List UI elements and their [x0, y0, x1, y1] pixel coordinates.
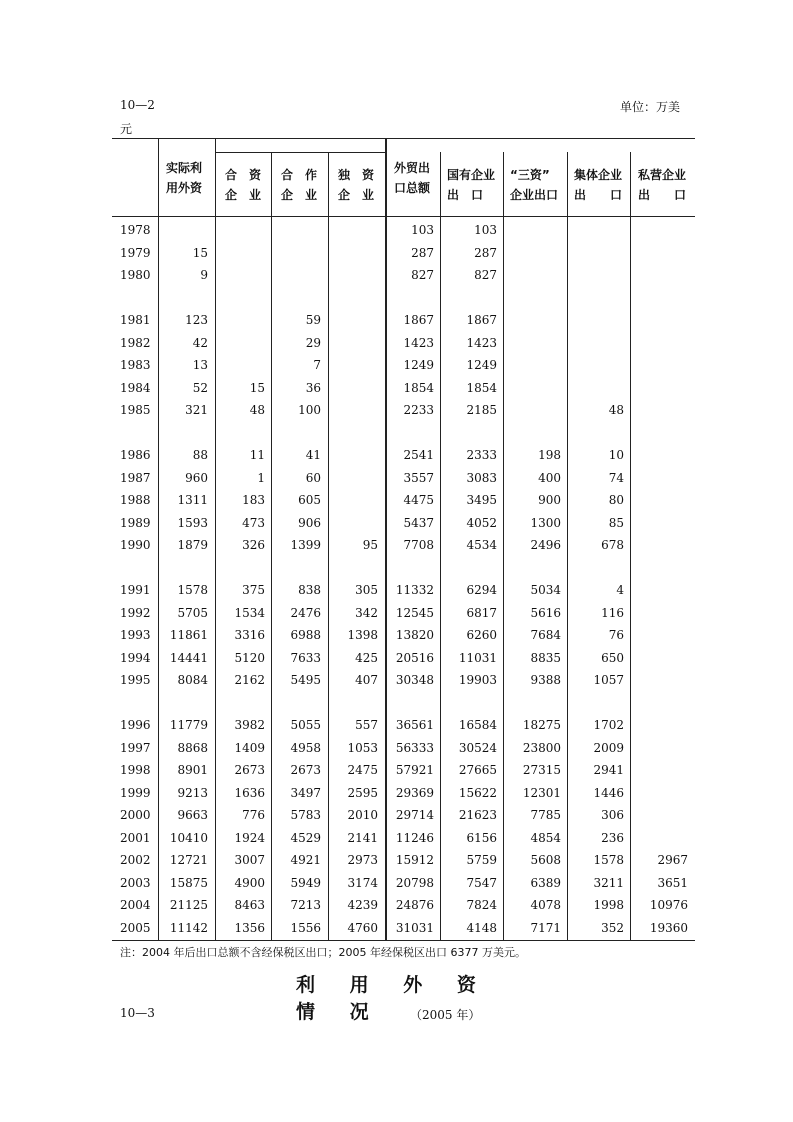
table-row [112, 492, 692, 508]
value-cell: 557 [355, 718, 378, 732]
value-cell: 3495 [466, 493, 497, 507]
value-cell: 6817 [466, 606, 497, 620]
table-footnote: 注：2004 年后出口总额不含经保税区出口；2005 年经保税区出口 6377 万美元。 [120, 946, 526, 959]
value-cell: 827 [411, 268, 434, 282]
value-cell: 400 [538, 471, 561, 485]
value-cell: 8835 [530, 651, 561, 665]
value-cell: 2967 [657, 853, 688, 867]
value-cell: 3557 [403, 471, 434, 485]
value-cell: 1924 [234, 831, 265, 845]
value-cell: 321 [185, 403, 208, 417]
value-cell: 4052 [466, 516, 497, 530]
value-cell: 198 [538, 448, 561, 462]
header-line: 出 口 [574, 188, 623, 202]
value-cell: 11142 [169, 921, 208, 935]
value-cell: 11246 [395, 831, 434, 845]
value-cell: 1578 [593, 853, 624, 867]
year-cell: 1985 [120, 403, 151, 417]
table-row [112, 267, 692, 283]
header-line: 合 资 [225, 168, 262, 182]
value-cell: 14441 [169, 651, 208, 665]
value-cell: 19903 [458, 673, 497, 687]
value-cell: 1702 [593, 718, 624, 732]
value-cell: 1854 [403, 381, 434, 395]
table-row [112, 335, 692, 351]
table-row [112, 402, 692, 418]
value-cell: 10976 [649, 898, 688, 912]
table-row [112, 807, 692, 823]
value-cell: 425 [355, 651, 378, 665]
table-row [112, 650, 692, 666]
value-cell: 5783 [290, 808, 321, 822]
header-bottom-rule [112, 216, 695, 217]
value-cell: 906 [298, 516, 321, 530]
value-cell: 2941 [593, 763, 624, 777]
value-cell: 60 [305, 471, 321, 485]
header-line: 企 业 [225, 188, 262, 202]
year-cell: 1981 [120, 313, 151, 327]
year-cell: 1982 [120, 336, 151, 350]
value-cell: 3007 [234, 853, 265, 867]
value-cell: 305 [355, 583, 378, 597]
value-cell: 1398 [347, 628, 378, 642]
table-row [112, 717, 692, 733]
header-cooperative [281, 165, 317, 205]
value-cell: 42 [192, 336, 208, 350]
value-cell: 5055 [290, 718, 321, 732]
year-cell: 1995 [120, 673, 151, 687]
value-cell: 2476 [290, 606, 321, 620]
year-cell: 1980 [120, 268, 151, 282]
table-row [112, 515, 692, 531]
header-line: 用外资 [166, 181, 203, 195]
value-cell: 36 [305, 381, 321, 395]
value-cell: 2233 [403, 403, 434, 417]
value-cell: 2475 [347, 763, 378, 777]
value-cell: 5034 [530, 583, 561, 597]
table-row [112, 875, 692, 891]
value-cell: 2141 [347, 831, 378, 845]
value-cell: 9663 [177, 808, 208, 822]
value-cell: 29714 [395, 808, 434, 822]
value-cell: 23800 [522, 741, 561, 755]
value-cell: 5437 [403, 516, 434, 530]
table-top-rule [112, 138, 695, 139]
value-cell: 15622 [458, 786, 497, 800]
value-cell: 1249 [466, 358, 497, 372]
value-cell: 41 [305, 448, 321, 462]
unit-label-wrap: 元 [120, 122, 133, 136]
table-code: 10—2 [120, 98, 155, 112]
value-cell: 1311 [177, 493, 208, 507]
value-cell: 4534 [466, 538, 497, 552]
value-cell: 2973 [347, 853, 378, 867]
header-line: 私营企业 [638, 168, 687, 182]
header-line: “三资” [510, 168, 550, 182]
value-cell: 85 [608, 516, 624, 530]
value-cell: 7684 [530, 628, 561, 642]
header-line: 外贸出 [394, 161, 431, 175]
value-cell: 3316 [234, 628, 265, 642]
value-cell: 326 [242, 538, 265, 552]
value-cell: 287 [474, 246, 497, 260]
value-cell: 6389 [530, 876, 561, 890]
value-cell: 30524 [458, 741, 497, 755]
value-cell: 15 [249, 381, 265, 395]
value-cell: 6156 [466, 831, 497, 845]
year-cell: 1986 [120, 448, 151, 462]
value-cell: 1300 [530, 516, 561, 530]
header-fie-export [510, 165, 558, 205]
value-cell: 1053 [347, 741, 378, 755]
value-cell: 103 [411, 223, 434, 237]
value-cell: 4854 [530, 831, 561, 845]
value-cell: 2595 [347, 786, 378, 800]
value-cell: 29369 [395, 786, 434, 800]
value-cell: 407 [355, 673, 378, 687]
year-cell: 2002 [120, 853, 151, 867]
value-cell: 95 [362, 538, 378, 552]
value-cell: 8084 [177, 673, 208, 687]
value-cell: 16584 [458, 718, 497, 732]
value-cell: 7 [313, 358, 321, 372]
unit-label: 单位：万美 [620, 100, 681, 114]
value-cell: 7547 [466, 876, 497, 890]
header-state-owned-export [447, 165, 495, 205]
value-cell: 21623 [458, 808, 497, 822]
header-line: 出 口 [638, 188, 687, 202]
year-cell: 1989 [120, 516, 151, 530]
value-cell: 74 [608, 471, 624, 485]
table-row [112, 222, 692, 238]
value-cell: 827 [474, 268, 497, 282]
value-cell: 960 [185, 471, 208, 485]
value-cell: 1867 [403, 313, 434, 327]
year-cell: 1999 [120, 786, 151, 800]
value-cell: 5495 [290, 673, 321, 687]
value-cell: 1867 [466, 313, 497, 327]
value-cell: 2162 [234, 673, 265, 687]
value-cell: 13820 [395, 628, 434, 642]
table-row [112, 357, 692, 373]
value-cell: 678 [601, 538, 624, 552]
value-cell: 473 [242, 516, 265, 530]
value-cell: 6294 [466, 583, 497, 597]
value-cell: 5616 [530, 606, 561, 620]
value-cell: 900 [538, 493, 561, 507]
year-cell: 1998 [120, 763, 151, 777]
table-row [112, 627, 692, 643]
year-cell: 2005 [120, 921, 151, 935]
value-cell: 1249 [403, 358, 434, 372]
value-cell: 7213 [290, 898, 321, 912]
value-cell: 306 [601, 808, 624, 822]
value-cell: 1593 [177, 516, 208, 530]
value-cell: 1636 [234, 786, 265, 800]
value-cell: 59 [305, 313, 321, 327]
value-cell: 27665 [458, 763, 497, 777]
year-cell: 1983 [120, 358, 151, 372]
value-cell: 20516 [395, 651, 434, 665]
table-row [112, 897, 692, 913]
year-cell: 1990 [120, 538, 151, 552]
value-cell: 30348 [395, 673, 434, 687]
value-cell: 1534 [234, 606, 265, 620]
value-cell: 48 [608, 403, 624, 417]
year-cell: 1996 [120, 718, 151, 732]
value-cell: 29 [305, 336, 321, 350]
value-cell: 3651 [657, 876, 688, 890]
value-cell: 10 [608, 448, 624, 462]
table-row [112, 785, 692, 801]
header-line: 实际利 [166, 161, 203, 175]
value-cell: 4239 [347, 898, 378, 912]
value-cell: 18275 [522, 718, 561, 732]
value-cell: 236 [601, 831, 624, 845]
value-cell: 1057 [593, 673, 624, 687]
value-cell: 7785 [530, 808, 561, 822]
value-cell: 3211 [593, 876, 624, 890]
value-cell: 4529 [290, 831, 321, 845]
table-row [112, 245, 692, 261]
table-row [112, 470, 692, 486]
value-cell: 1356 [234, 921, 265, 935]
value-cell: 27315 [522, 763, 561, 777]
value-cell: 9213 [177, 786, 208, 800]
header-wholly-owned [338, 165, 374, 205]
value-cell: 2333 [466, 448, 497, 462]
value-cell: 2185 [466, 403, 497, 417]
value-cell: 7171 [530, 921, 561, 935]
table-row [112, 582, 692, 598]
value-cell: 21125 [169, 898, 208, 912]
value-cell: 10410 [169, 831, 208, 845]
section-title: 利 用 外 资 情 况 [296, 974, 490, 1023]
value-cell: 15912 [395, 853, 434, 867]
value-cell: 1879 [177, 538, 208, 552]
value-cell: 1998 [593, 898, 624, 912]
value-cell: 2673 [234, 763, 265, 777]
value-cell: 1578 [177, 583, 208, 597]
table-row [112, 852, 692, 868]
header-joint-venture [225, 165, 261, 205]
year-cell: 1988 [120, 493, 151, 507]
value-cell: 123 [185, 313, 208, 327]
table-row [112, 830, 692, 846]
value-cell: 11 [249, 448, 265, 462]
year-cell: 1987 [120, 471, 151, 485]
year-cell: 1994 [120, 651, 151, 665]
value-cell: 3982 [234, 718, 265, 732]
value-cell: 838 [298, 583, 321, 597]
value-cell: 56333 [395, 741, 434, 755]
value-cell: 8463 [234, 898, 265, 912]
value-cell: 4148 [466, 921, 497, 935]
value-cell: 12545 [395, 606, 434, 620]
table-row [112, 605, 692, 621]
value-cell: 2673 [290, 763, 321, 777]
value-cell: 4078 [530, 898, 561, 912]
value-cell: 116 [601, 606, 624, 620]
value-cell: 36561 [395, 718, 434, 732]
header-total-export [394, 158, 430, 198]
next-table-year: （2005 年） [410, 1008, 481, 1022]
value-cell: 9 [200, 268, 208, 282]
header-line: 口总额 [394, 181, 431, 195]
value-cell: 287 [411, 246, 434, 260]
header-line: 企 业 [281, 188, 318, 202]
value-cell: 7633 [290, 651, 321, 665]
value-cell: 1 [257, 471, 265, 485]
value-cell: 375 [242, 583, 265, 597]
header-line: 独 资 [338, 168, 375, 182]
value-cell: 2010 [347, 808, 378, 822]
next-table-code: 10—3 [120, 1006, 155, 1020]
value-cell: 5120 [234, 651, 265, 665]
value-cell: 6260 [466, 628, 497, 642]
header-line: 国有企业 [447, 168, 496, 182]
value-cell: 88 [192, 448, 208, 462]
header-collective-export [574, 165, 622, 205]
value-cell: 103 [474, 223, 497, 237]
value-cell: 4760 [347, 921, 378, 935]
value-cell: 5759 [466, 853, 497, 867]
header-line: 集体企业 [574, 168, 623, 182]
value-cell: 11861 [169, 628, 208, 642]
value-cell: 1409 [234, 741, 265, 755]
value-cell: 57921 [395, 763, 434, 777]
header-line: 企业出口 [510, 188, 559, 202]
value-cell: 1446 [593, 786, 624, 800]
value-cell: 7824 [466, 898, 497, 912]
value-cell: 1556 [290, 921, 321, 935]
value-cell: 2496 [530, 538, 561, 552]
value-cell: 4958 [290, 741, 321, 755]
value-cell: 1854 [466, 381, 497, 395]
value-cell: 52 [192, 381, 208, 395]
value-cell: 19360 [649, 921, 688, 935]
value-cell: 11332 [395, 583, 434, 597]
year-cell: 2003 [120, 876, 151, 890]
value-cell: 2541 [403, 448, 434, 462]
value-cell: 1423 [466, 336, 497, 350]
value-cell: 1399 [290, 538, 321, 552]
value-cell: 8901 [177, 763, 208, 777]
value-cell: 650 [601, 651, 624, 665]
value-cell: 605 [298, 493, 321, 507]
year-cell: 1978 [120, 223, 151, 237]
value-cell: 11779 [169, 718, 208, 732]
table-row [112, 537, 692, 553]
value-cell: 76 [608, 628, 624, 642]
value-cell: 3174 [347, 876, 378, 890]
value-cell: 4900 [234, 876, 265, 890]
value-cell: 2009 [593, 741, 624, 755]
value-cell: 5949 [290, 876, 321, 890]
value-cell: 3497 [290, 786, 321, 800]
value-cell: 48 [249, 403, 265, 417]
header-actual-fdi [166, 158, 202, 198]
value-cell: 352 [601, 921, 624, 935]
value-cell: 20798 [395, 876, 434, 890]
value-cell: 13 [192, 358, 208, 372]
value-cell: 5608 [530, 853, 561, 867]
value-cell: 80 [608, 493, 624, 507]
value-cell: 1423 [403, 336, 434, 350]
table-row [112, 740, 692, 756]
value-cell: 12721 [169, 853, 208, 867]
value-cell: 15875 [169, 876, 208, 890]
year-cell: 1993 [120, 628, 151, 642]
value-cell: 4 [616, 583, 624, 597]
year-cell: 2004 [120, 898, 151, 912]
value-cell: 183 [242, 493, 265, 507]
year-cell: 2000 [120, 808, 151, 822]
table-row [112, 312, 692, 328]
value-cell: 9388 [530, 673, 561, 687]
header-line: 出 口 [447, 188, 484, 202]
value-cell: 15 [192, 246, 208, 260]
header-private-export [638, 165, 686, 205]
year-cell: 1984 [120, 381, 151, 395]
value-cell: 776 [242, 808, 265, 822]
value-cell: 6988 [290, 628, 321, 642]
table-row [112, 920, 692, 936]
year-cell: 1991 [120, 583, 151, 597]
value-cell: 100 [298, 403, 321, 417]
value-cell: 3083 [466, 471, 497, 485]
header-line: 合 作 [281, 168, 318, 182]
year-cell: 2001 [120, 831, 151, 845]
value-cell: 4921 [290, 853, 321, 867]
table-row [112, 380, 692, 396]
table-row [112, 762, 692, 778]
subheader-rule [215, 152, 385, 153]
value-cell: 4475 [403, 493, 434, 507]
year-cell: 1997 [120, 741, 151, 755]
value-cell: 31031 [395, 921, 434, 935]
year-cell: 1979 [120, 246, 151, 260]
value-cell: 11031 [458, 651, 497, 665]
value-cell: 342 [355, 606, 378, 620]
table-row [112, 672, 692, 688]
value-cell: 24876 [395, 898, 434, 912]
value-cell: 8868 [177, 741, 208, 755]
value-cell: 5705 [177, 606, 208, 620]
header-line: 企 业 [338, 188, 375, 202]
value-cell: 12301 [522, 786, 561, 800]
value-cell: 7708 [403, 538, 434, 552]
year-cell: 1992 [120, 606, 151, 620]
table-bottom-rule [112, 940, 695, 941]
table-row [112, 447, 692, 463]
